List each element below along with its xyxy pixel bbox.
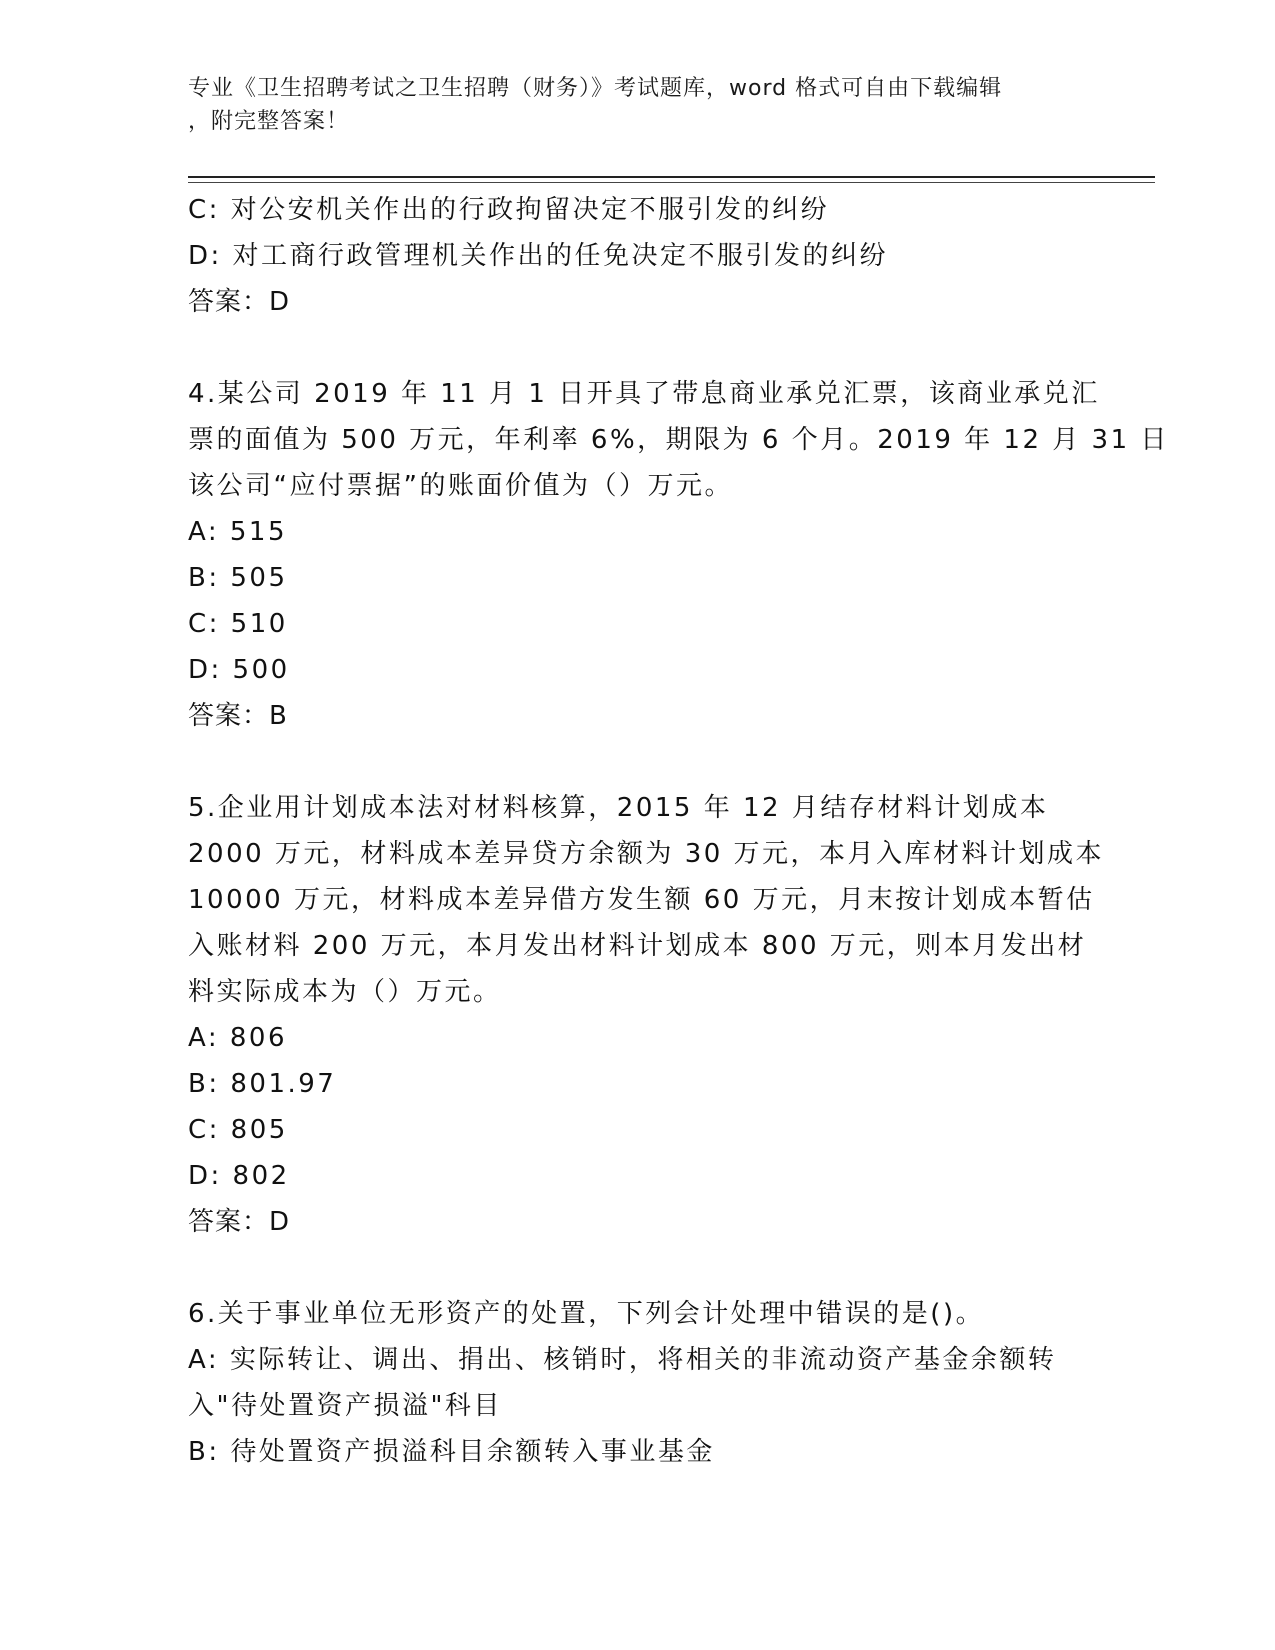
question-stem-line: 入账材料 200 万元，本月发出材料计划成本 800 万元，则本月发出材 <box>188 931 1087 961</box>
question-6 <box>188 1291 1088 1475</box>
option-d: D: 对工商行政管理机关作出的任免决定不服引发的纠纷 <box>188 241 889 271</box>
spacer <box>188 739 1088 785</box>
option-b: B: 801.97 <box>188 1069 337 1099</box>
spacer <box>188 1245 1088 1291</box>
question-stem-line: 票的面值为 500 万元，年利率 6%，期限为 6 个月。2019 年 12 月 31 日 <box>188 425 1169 455</box>
option-a: A: 实际转让、调出、捐出、核销时，将相关的非流动资产基金余额转 <box>188 1345 1057 1375</box>
question-5 <box>188 785 1105 1245</box>
header-line-2: ，附完整答案！ <box>188 109 350 134</box>
question-content <box>188 187 1169 1475</box>
option-a: A: 515 <box>188 517 287 547</box>
question-stem-line: 2000 万元，材料成本差异贷方余额为 30 万元，本月入库材料计划成本 <box>188 839 1105 869</box>
question-stem-line: 6.关于事业单位无形资产的处置，下列会计处理中错误的是()。 <box>188 1299 985 1329</box>
spacer <box>188 325 1088 371</box>
option-a-continued: 入"待处置资产损溢"科目 <box>188 1391 502 1421</box>
answer-line: 答案：B <box>188 701 288 731</box>
header-divider-thick <box>188 176 1155 178</box>
option-d: D: 500 <box>188 655 290 685</box>
header-divider-thin <box>188 182 1155 183</box>
option-c: C: 510 <box>188 609 288 639</box>
answer-line: 答案：D <box>188 1207 291 1237</box>
previous-question-tail <box>188 187 1088 325</box>
document-header <box>188 72 1088 138</box>
question-stem-line: 10000 万元，材料成本差异借方发生额 60 万元，月末按计划成本暂估 <box>188 885 1095 915</box>
option-c: C: 805 <box>188 1115 288 1145</box>
question-stem-line: 料实际成本为（）万元。 <box>188 977 502 1007</box>
option-b: B: 待处置资产损溢科目余额转入事业基金 <box>188 1437 715 1467</box>
answer-line: 答案：D <box>188 287 291 317</box>
option-b: B: 505 <box>188 563 288 593</box>
question-stem-line: 4.某公司 2019 年 11 月 1 日开具了带息商业承兑汇票，该商业承兑汇 <box>188 379 1100 409</box>
option-c: C: 对公安机关作出的行政拘留决定不服引发的纠纷 <box>188 195 830 225</box>
question-stem-line: 该公司“应付票据”的账面价值为（）万元。 <box>188 471 733 501</box>
header-line-1: 专业《卫生招聘考试之卫生招聘（财务）》考试题库，word 格式可自由下载编辑 <box>188 76 1003 101</box>
question-stem-line: 5.企业用计划成本法对材料核算，2015 年 12 月结存材料计划成本 <box>188 793 1049 823</box>
question-4 <box>188 371 1169 739</box>
option-d: D: 802 <box>188 1161 290 1191</box>
option-a: A: 806 <box>188 1023 287 1053</box>
